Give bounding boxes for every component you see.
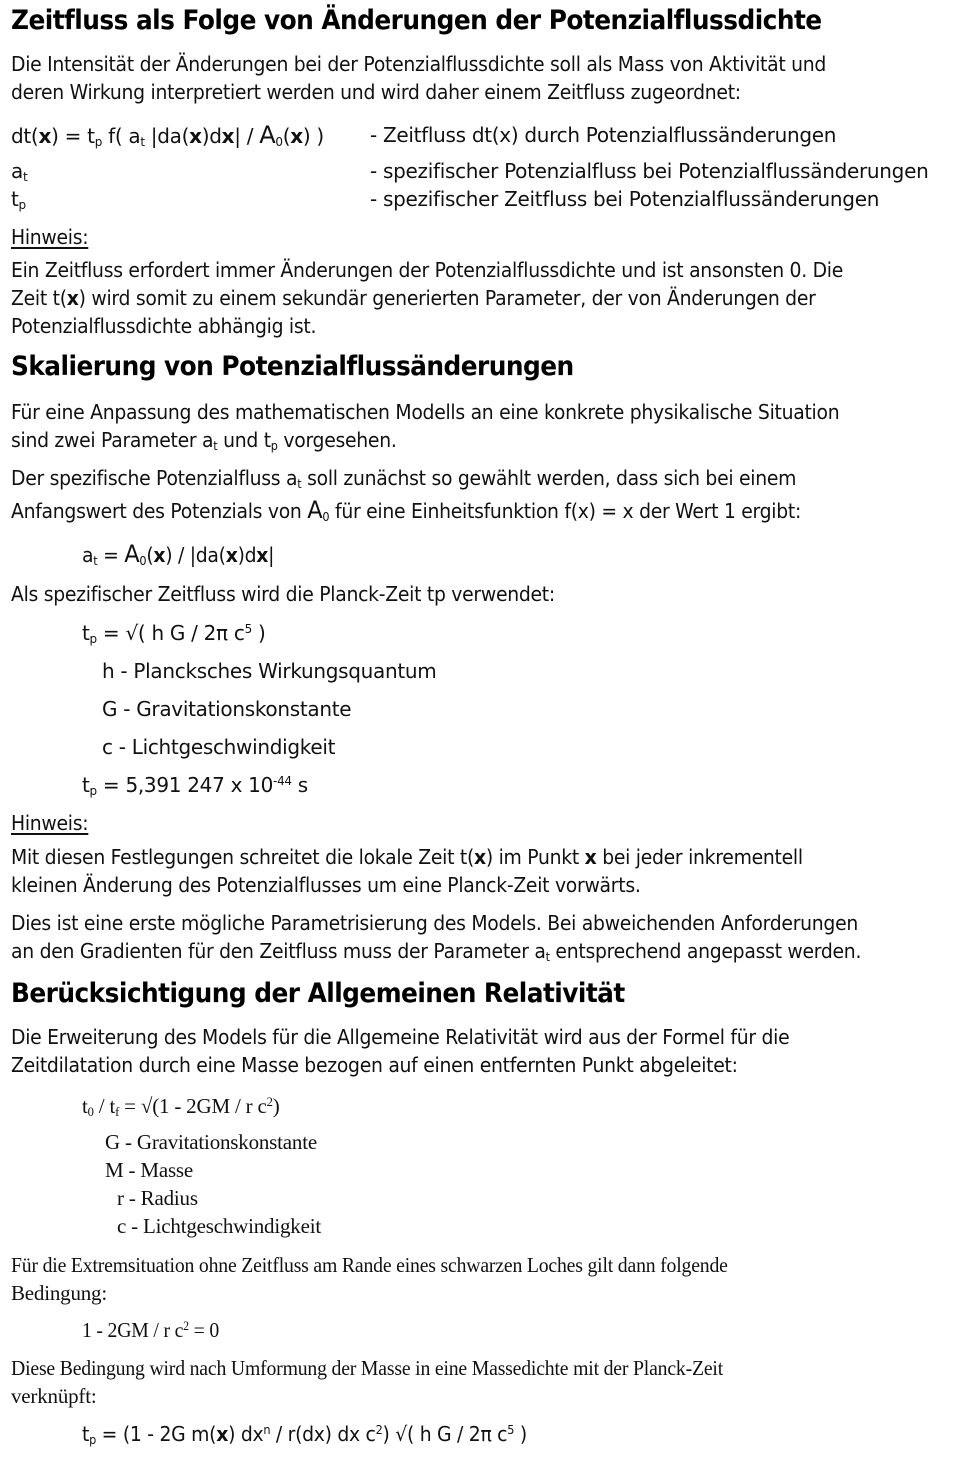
legend-g: G - Gravitationskonstante: [102, 697, 352, 721]
formula-final: $t_p = (1 - 2G$ m(x) $dx^n / r(dx)$ dx $c^2$) √( h G / 2π $c^5$ ): [82, 1422, 527, 1447]
s2-p2-line-1: Der spezifische Potenzialfluss $a_t$ soll zunächst so gewählt werden, dass sich bei einem: [11, 466, 797, 491]
section-title-skalierung: Skalierung von Potenzialflussänderungen: [11, 351, 574, 382]
formula-tp: $t_p$ = √( h G / 2π $c^5$ ): [82, 621, 266, 646]
section-title-relativitaet: Berücksichtigung der Allgemeinen Relativität: [11, 978, 625, 1009]
definition-tp-symbol: $t_p$: [11, 187, 26, 212]
s3-p3-line-2: verknüpft:: [11, 1384, 97, 1408]
s2-p1-line-2: sind zwei Parameter $a_t$ und $t_p$ vorgesehen.: [11, 428, 397, 453]
s2-p1-line-1: Für eine Anpassung des mathematischen Modells an eine konkrete physikalische Situation: [11, 400, 840, 424]
legend-s3-g: G - Gravitationskonstante: [105, 1130, 317, 1154]
definition-at-desc: - spezifischer Potenzialfluss bei Potenzialflussänderungen: [370, 159, 929, 183]
s3-p1-line-2: Zeitdilatation durch eine Masse bezogen auf einen entfernten Punkt abgeleitet:: [11, 1053, 738, 1077]
condition-formula: 1 - 2GM / r $c^2 = 0$: [82, 1318, 220, 1342]
note-label-1: Hinweis:: [11, 225, 89, 249]
legend-c: c - Lichtgeschwindigkeit: [102, 735, 336, 759]
legend-s3-r: r - Radius: [117, 1186, 198, 1210]
definition-tp-desc: - spezifischer Zeitfluss bei Potenzialflussänderungen: [370, 187, 880, 211]
intro-line-1: Die Intensität der Änderungen bei der Potenzialflussdichte soll als Mass von Aktivität und: [11, 52, 827, 76]
formula-dt: $dt(x) = t_p$ f( $a_t$ $|da(x)dx| / A_0(x)$ ): [11, 121, 324, 149]
note-2-line-1: Mit diesen Festlegungen schreitet die lokale Zeit t(x) im Punkt x bei jeder inkrementell: [11, 845, 803, 869]
note-1-line-1: Ein Zeitfluss erfordert immer Änderungen der Potenzialflussdichte und ist ansonsten 0. Die: [11, 258, 844, 282]
section-title-zeitfluss: Zeitfluss als Folge von Änderungen der Potenzialflussdichte: [11, 5, 822, 36]
note-2-line-2: kleinen Änderung des Potenzialflusses um eine Planck-Zeit vorwärts.: [11, 873, 641, 897]
s2-p4-line-2: an den Gradienten für den Zeitfluss muss der Parameter $a_t$ entsprechend angepasst werden.: [11, 939, 862, 964]
s3-p1-line-1: Die Erweiterung des Models für die Allgemeine Relativität wird aus der Formel für die: [11, 1025, 790, 1049]
note-1-line-3: Potenzialflussdichte abhängig ist.: [11, 314, 317, 338]
intro-line-2: deren Wirkung interpretiert werden und wird daher einem Zeitfluss zugeordnet:: [11, 80, 741, 104]
s2-p3: Als spezifischer Zeitfluss wird die Planck-Zeit tp verwendet:: [11, 582, 555, 606]
legend-s3-c: c - Lichtgeschwindigkeit: [117, 1214, 321, 1238]
definition-at-symbol: $a_t$: [11, 159, 28, 184]
formula-time-dilation: $t_0 / t_f = √(1 - 2GM / r$ $c^2$): [82, 1094, 280, 1119]
s3-p2-line-1: Für die Extremsituation ohne Zeitfluss am Rande eines schwarzen Loches gilt dann folgende: [11, 1253, 728, 1277]
legend-h: h - Plancksches Wirkungsquantum: [102, 659, 437, 683]
legend-s3-m: M - Masse: [105, 1158, 194, 1182]
formula-at: $a_t = A_0(x) / |da(x)dx|$: [82, 540, 275, 568]
tp-value: $t_p = 5,391$ 247 x $10^{-44}$ s: [82, 773, 308, 798]
s3-p2-line-2: Bedingung:: [11, 1281, 107, 1305]
s3-p3-line-1: Diese Bedingung wird nach Umformung der Masse in eine Massedichte mit der Planck-Zeit: [11, 1356, 724, 1380]
note-label-2: Hinweis:: [11, 811, 89, 835]
s2-p4-line-1: Dies ist eine erste mögliche Parametrisierung des Models. Bei abweichenden Anforderungen: [11, 911, 858, 935]
definition-dt-desc: - Zeitfluss dt(x) durch Potenzialflussänderungen: [370, 123, 837, 147]
note-1-line-2: Zeit t(x) wird somit zu einem sekundär generierten Parameter, der von Änderungen der: [11, 286, 816, 310]
s2-p2-line-2: Anfangswert des Potenzials von $A_0$ für eine Einheitsfunktion f(x) = x der Wert 1 ergibt:: [11, 496, 802, 524]
